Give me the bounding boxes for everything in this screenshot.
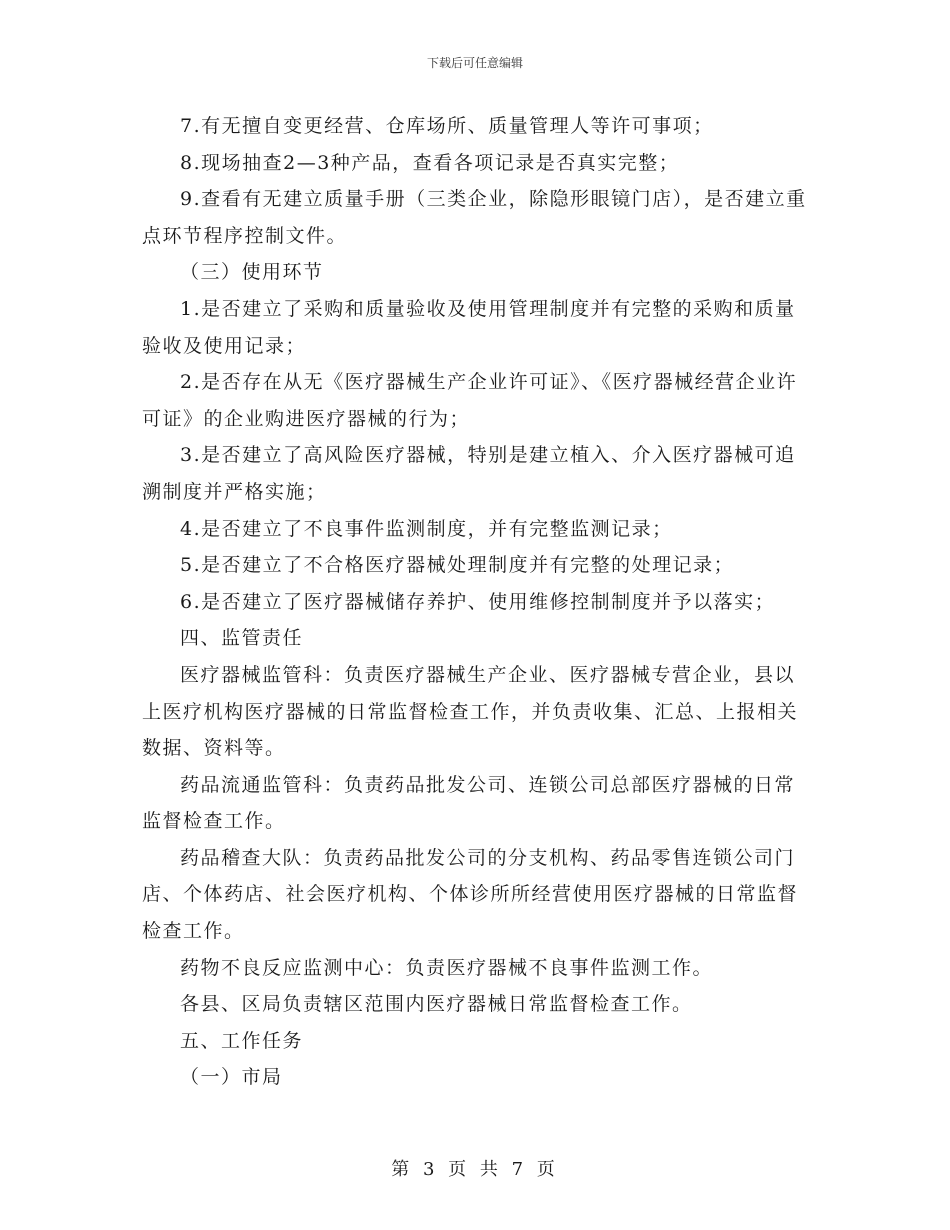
paragraph-usage-2: 2.是否存在从无《医疗器械生产企业许可证》、《医疗器械经营企业许可证》的企业购进医疗器械的行为； xyxy=(142,371,798,430)
section-heading-tasks: 五、工作任务 xyxy=(180,1029,304,1052)
section-heading-usage: （三）使用环节 xyxy=(180,261,324,284)
page-footer: 第 3 页 共 7 页 xyxy=(391,1159,559,1180)
document-body xyxy=(142,108,810,1096)
section-heading-city-bureau: （一）市局 xyxy=(180,1066,283,1089)
section-heading-responsibility: 四、监管责任 xyxy=(180,627,304,650)
paragraph-monitoring-center: 药物不良反应监测中心：负责医疗器械不良事件监测工作。 xyxy=(180,956,714,979)
paragraph-item-7: 7.有无擅自变更经营、仓库场所、质量管理人等许可事项； xyxy=(180,115,714,137)
paragraph-usage-4: 4.是否建立了不良事件监测制度，并有完整监测记录； xyxy=(180,517,673,540)
paragraph-device-dept: 医疗器械监管科：负责医疗器械生产企业、医疗器械专营企业，县以上医疗机构医疗器械的日常监督检查工作，并负责收集、汇总、上报相关数据、资料等。 xyxy=(142,663,799,760)
page-header: 下载后可任意编辑 xyxy=(426,56,523,70)
paragraph-usage-3: 3.是否建立了高风险医疗器械，特别是建立植入、介入医疗器械可追溯制度并严格实施； xyxy=(142,444,796,503)
paragraph-item-8: 8.现场抽查2—3种产品，查看各项记录是否真实完整； xyxy=(180,151,680,174)
paragraph-usage-5: 5.是否建立了不合格医疗器械处理制度并有完整的处理记录； xyxy=(180,554,735,577)
paragraph-circulation-dept: 药品流通监管科：负责药品批发公司、连锁公司总部医疗器械的日常监督检查工作。 xyxy=(142,773,796,833)
paragraph-inspection-team: 药品稽查大队：负责药品批发公司的分支机构、药品零售连锁公司门店、个体药店、社会医疗机构、个体诊所所经营使用医疗器械的日常监督检查工作。 xyxy=(142,846,799,943)
paragraph-item-9: 9.查看有无建立质量手册（三类企业，除隐形眼镜门店），是否建立重点环节程序控制文件。 xyxy=(142,188,807,247)
paragraph-usage-1: 1.是否建立了采购和质量验收及使用管理制度并有完整的采购和质量验收及使用记录； xyxy=(142,297,796,357)
paragraph-county-bureaus: 各县、区局负责辖区范围内医疗器械日常监督检查工作。 xyxy=(180,993,693,1016)
paragraph-usage-6: 6.是否建立了医疗器械储存养护、使用维修控制制度并予以落实； xyxy=(180,590,776,613)
